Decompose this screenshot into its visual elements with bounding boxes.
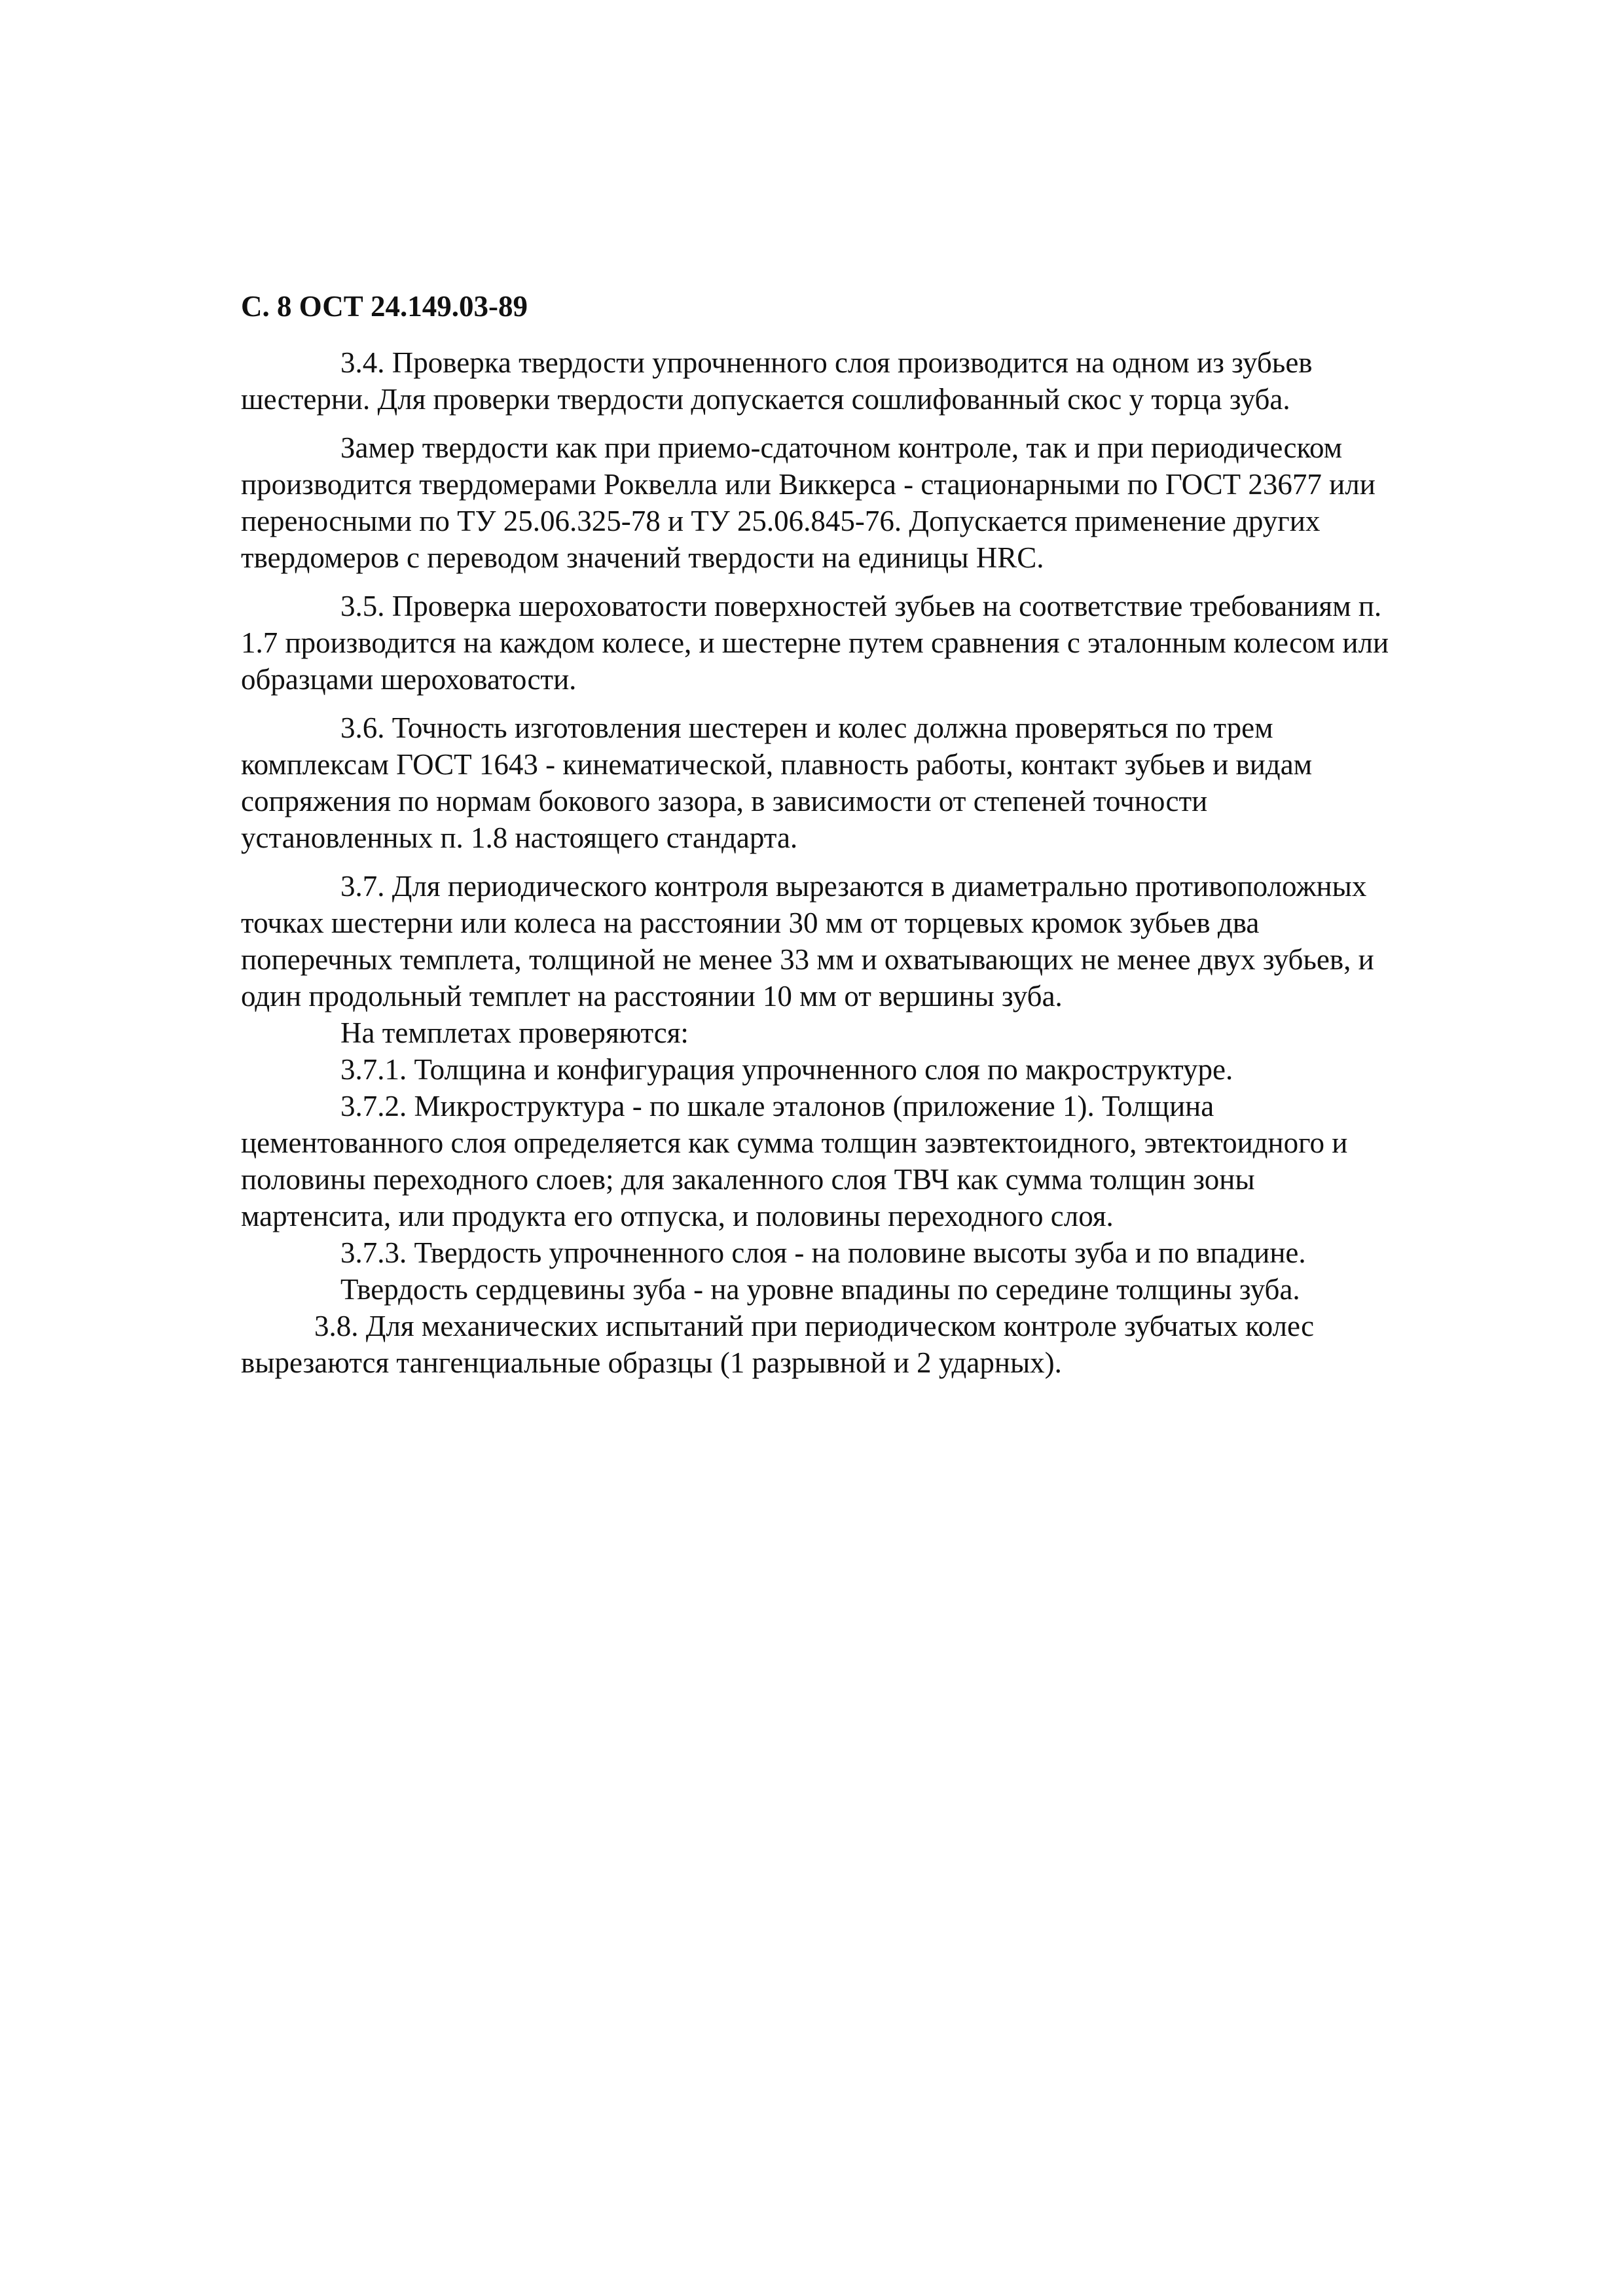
document-body: [241, 344, 1393, 1393]
paragraph-templates: На темплетах проверяются:: [340, 1016, 689, 1049]
paragraph-3-7-1: 3.7.1. Толщина и конфигурация упрочненного слоя по макроструктуре.: [340, 1053, 1233, 1086]
paragraph-hardness-measure: Замер твердости как при приемо-сдаточном контроле, так и при периодическом производится твердомерами Роквелла или Виккерса - стационарными по ГОСТ 23677 или переносными по ТУ 25.06.325-78 и ТУ 25.06.845-76. Допускается применение других твердомеров с переводом значений твердости на единицы HRC.: [241, 431, 1376, 574]
paragraph-3-7: 3.7. Для периодического контроля вырезаются в диаметрально противоположных точках шестерни или колеса на расстоянии 30 мм от торцевых кромок зубьев два поперечных темплета, толщиной не менее 33 мм и охватывающих не менее двух зубьев, и один продольный темплет на расстоянии 10 мм от вершины зуба.: [241, 870, 1374, 1013]
page-header: С. 8 ОСТ 24.149.03-89: [241, 290, 528, 323]
paragraph-3-5: 3.5. Проверка шероховатости поверхностей зубьев на соответствие требованиям п. 1.7 производится на каждом колесе, и шестерне путем сравнения с эталонным колесом или образцами шероховатости.: [241, 590, 1389, 696]
paragraph-3-7-2: 3.7.2. Микроструктура - по шкале эталонов (приложение 1). Толщина цементованного слоя определяется как сумма толщин заэвтектоидного, эвтектоидного и половины переходного слоев; для закаленного слоя ТВЧ как сумма толщин зоны мартенсита, или продукта его отпуска, и половины переходного слоя.: [241, 1090, 1348, 1232]
paragraph-3-7-3: 3.7.3. Твердость упрочненного слоя - на половине высоты зуба и по впадине.: [340, 1236, 1306, 1269]
paragraph-3-6: 3.6. Точность изготовления шестерен и колес должна проверяться по трем комплексам ГОСТ 1643 - кинематической, плавность работы, контакт зубьев и видам сопряжения по нормам бокового зазора, в зависимости от степеней точности установленных п. 1.8 настоящего стандарта.: [241, 711, 1313, 854]
paragraph-core-hardness: Твердость сердцевины зуба - на уровне впадины по середине толщины зуба.: [340, 1273, 1300, 1306]
paragraph-3-4: 3.4. Проверка твердости упрочненного слоя производится на одном из зубьев шестерни. Для проверки твердости допускается сошлифованный скос у торца зуба.: [241, 346, 1313, 416]
paragraph-3-8: 3.8. Для механических испытаний при периодическом контроле зубчатых колес вырезаются тангенциальные образцы (1 разрывной и 2 ударных).: [241, 1310, 1315, 1379]
